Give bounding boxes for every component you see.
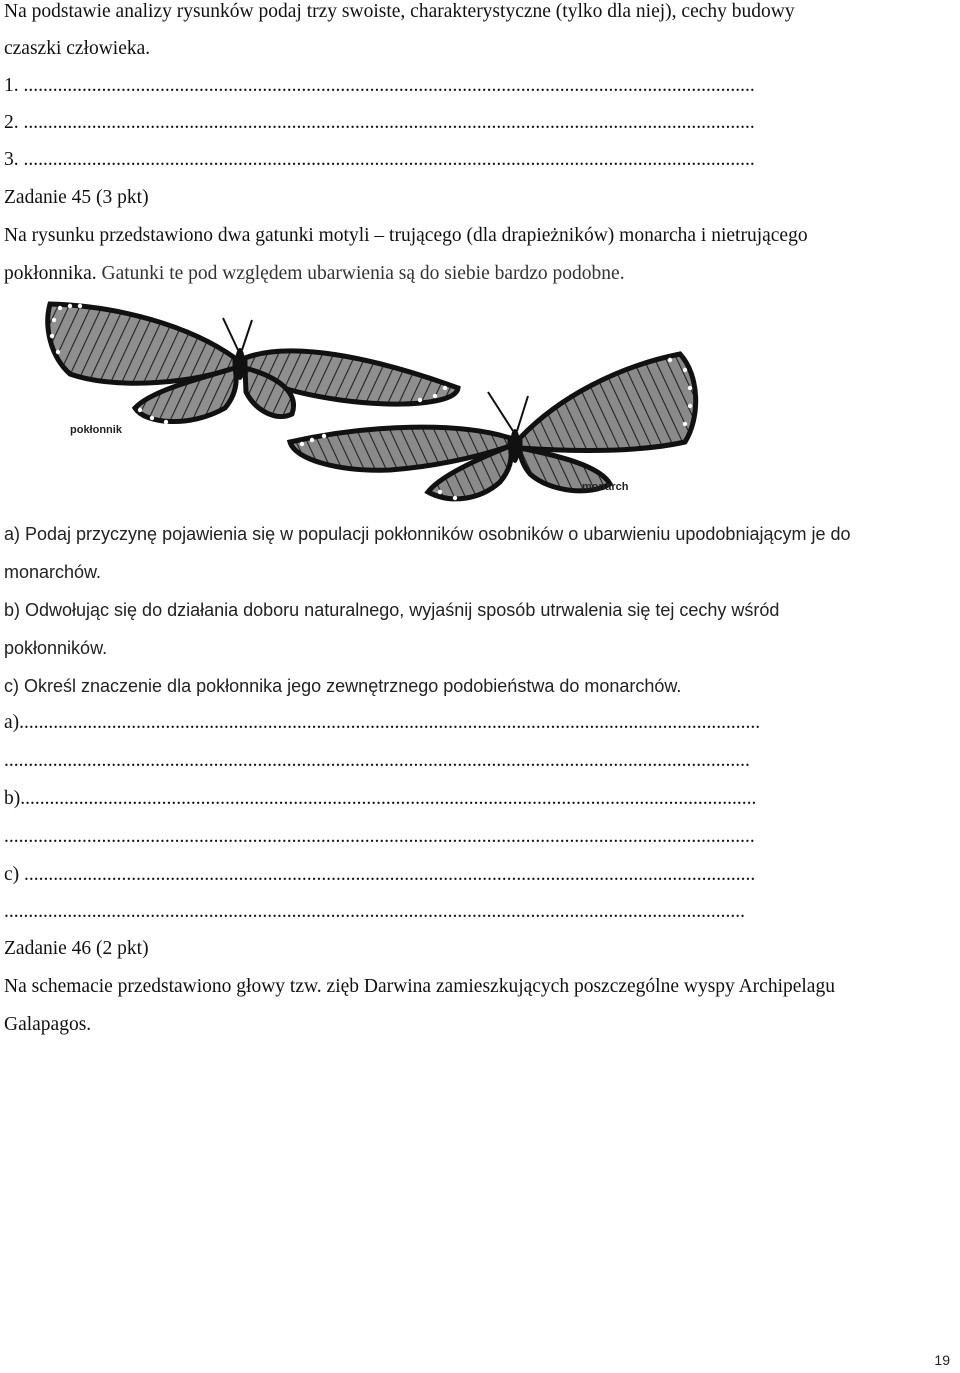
task46-description-line-2: Galapagos. — [4, 1014, 92, 1035]
answer-a-line-2: ......................................................................................................................................................... — [4, 750, 750, 771]
task46-title: Zadanie 46 (2 pkt) — [4, 938, 149, 959]
answer-b-line-2: .......................................................................................................................................................... — [4, 826, 755, 847]
question-a-line-2: monarchów. — [4, 562, 102, 582]
answer-line-3: 3. ...................................................................................................................................................... — [4, 149, 755, 170]
answer-c-line-1: c) ...................................................................................................................................................... — [4, 864, 756, 885]
task45-description-line-1: Na rysunku przedstawiono dwa gatunki motyli – trującego (dla drapieżników) monarcha i nietrującego — [4, 225, 808, 246]
question-b-line-1: b) Odwołując się do działania doboru naturalnego, wyjaśnij sposób utrwalenia się tej cechy wśród — [4, 600, 780, 620]
page-number: 19 — [934, 1352, 950, 1368]
task46-description-line-1: Na schemacie przedstawiono głowy tzw. zięb Darwina zamieszkujących poszczególne wyspy Archipelagu — [4, 976, 835, 997]
intro-question-line-2: czaszki człowieka. — [4, 38, 151, 59]
butterflies-figure — [40, 296, 720, 508]
answer-c-line-2: ........................................................................................................................................................ — [4, 901, 745, 922]
answer-b-line-1: b)....................................................................................................................................................... — [4, 788, 757, 809]
figure-label-monarch: monarch — [582, 481, 629, 493]
answer-line-1: 1. ...................................................................................................................................................... — [4, 75, 755, 96]
task45-title: Zadanie 45 (3 pkt) — [4, 187, 149, 208]
task45-description-part-a: pokłonnika. — [4, 263, 102, 284]
butterflies-illustration — [40, 296, 720, 508]
task45-description-line-2 — [4, 262, 625, 286]
answer-a-line-1: a)........................................................................................................................................................ — [4, 712, 761, 733]
task45-description-part-b: Gatunki te pod względem ubarwienia są do siebie bardzo podobne. — [101, 263, 625, 284]
figure-label-viceroy: pokłonnik — [70, 424, 122, 436]
question-b-line-2: pokłonników. — [4, 638, 108, 658]
intro-question-line-1: Na podstawie analizy rysunków podaj trzy swoiste, charakterystyczne (tylko dla niej), cechy budowy — [4, 1, 795, 22]
answer-line-2: 2. ...................................................................................................................................................... — [4, 112, 755, 133]
question-c: c) Określ znaczenie dla pokłonnika jego zewnętrznego podobieństwa do monarchów. — [4, 676, 682, 696]
question-a-line-1: a) Podaj przyczynę pojawienia się w populacji pokłonników osobników o ubarwieniu upodobniającym je do — [4, 524, 851, 544]
viceroy-butterfly — [48, 304, 458, 424]
